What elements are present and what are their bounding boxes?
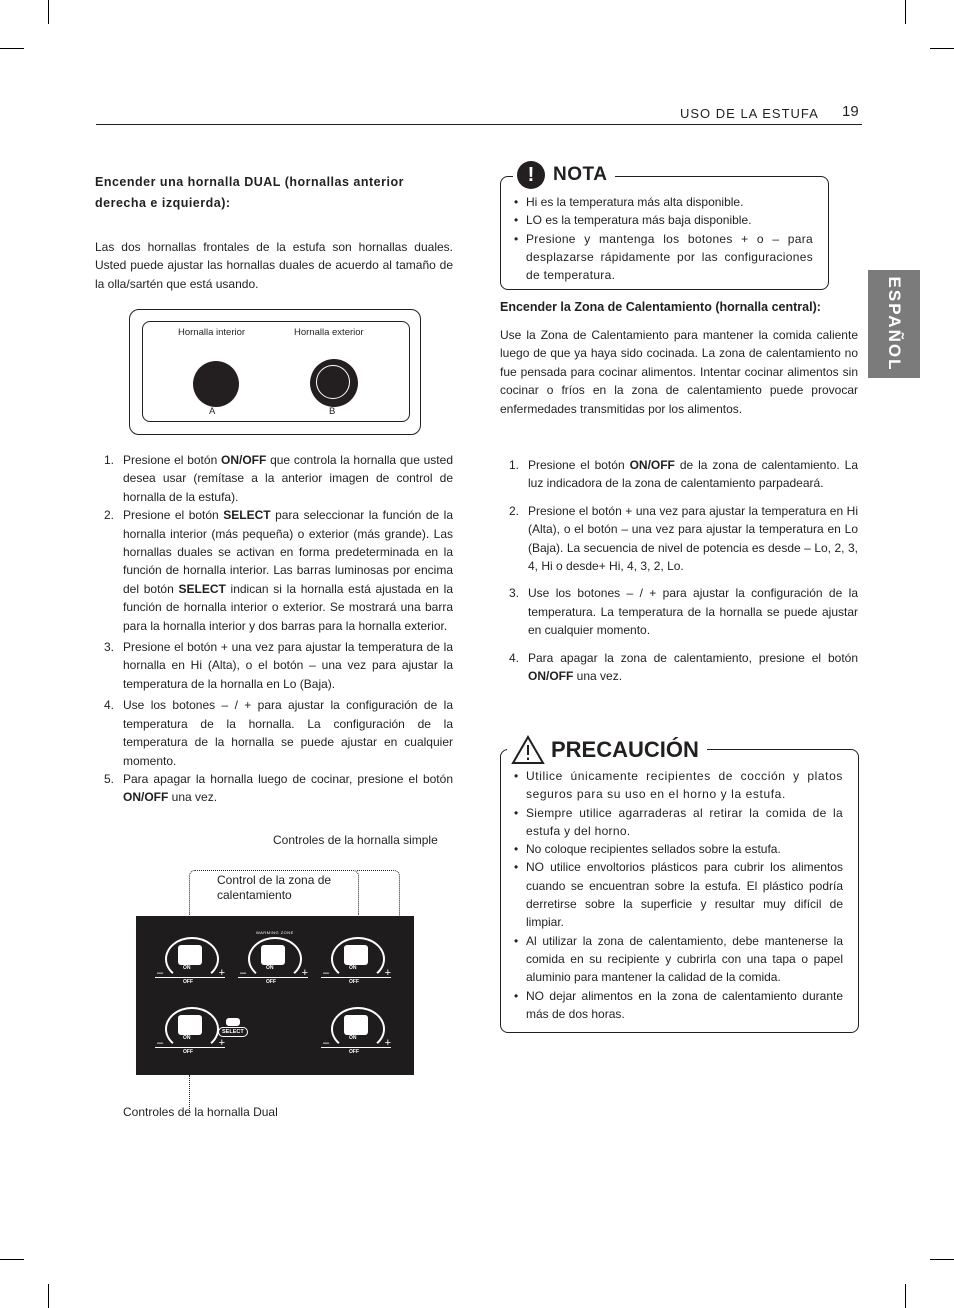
list-item: • Utilice únicamente recipientes de cocción y platos seguros para su uso en el horno y la estufa. (512, 767, 843, 804)
list-item (500, 584, 858, 639)
list-item (95, 770, 453, 807)
on-label: ON (183, 1035, 191, 1041)
step-text: Use los botones – / + para ajustar la configuración de la temperatura de la hornalla. La configuración de la temperatura de la hornalla se puede ajustar en cualquier momento. (123, 698, 453, 768)
step-text: Presione el botón (123, 508, 224, 523)
step-text: Use los botones – / + para ajustar la configuración de la temperatura. La temperatura de la hornalla se puede ajustar en cualquier momento. (528, 586, 858, 638)
on-off-button[interactable] (344, 945, 368, 965)
label-outer-burner: Hornalla exterior (294, 327, 364, 338)
list-item: • Hi es la temperatura más alta disponible. (512, 193, 813, 211)
minus-button[interactable]: – (157, 1037, 164, 1049)
step-number: 1. (104, 453, 115, 467)
step-text: Para apagar la hornalla luego de cocinar, presione el botón (123, 771, 453, 786)
on-label: ON (349, 1035, 357, 1041)
off-label: OFF (349, 1049, 359, 1055)
step-number: 4. (509, 650, 520, 665)
off-label: OFF (349, 979, 359, 985)
right-column (500, 297, 858, 418)
inner-burner-knob-face (199, 367, 233, 401)
dual-burner-intro: Las dos hornallas frontales de la estufa son hornallas duales. Usted puede ajustar las hornallas duales de acuerdo al tamaño de la olla/sartén que está usando. (95, 240, 453, 291)
plus-button[interactable]: + (384, 1037, 391, 1049)
list-item: • NO utilice envoltorios plásticos para cubrir los alimentos cuando se encuentran sobre la estufa. El plástico podría derretirse sobre la superficie y resultar muy difícil de limpiar. (512, 858, 843, 931)
warming-zone-heading: Encender la Zona de Calentamiento (hornalla central): (500, 300, 821, 314)
select-indicator-icon (226, 1018, 240, 1026)
label-simple-controls: Controles de la hornalla simple (273, 833, 438, 847)
warming-zone-intro: Use la Zona de Calentamiento para mantener la comida caliente luego de que ya haya sido cocinada. La zona de calentamiento no fue pensada para cocinar alimentos. Intentar cocinar alimentos sin cocinar o fríos en la zona de calentamiento puede provocar enfermedades transmitidas por los alimentos. (500, 328, 858, 416)
minus-button[interactable]: – (157, 967, 164, 979)
label-a: A (209, 406, 216, 417)
plus-button[interactable]: + (218, 1037, 225, 1049)
step-number: 3. (104, 640, 115, 655)
language-tab (868, 270, 920, 378)
select-button[interactable]: SELECT (218, 1027, 248, 1037)
off-label: OFF (266, 979, 276, 985)
list-item: • Presione y mantenga los botones + o – para desplazarse rápidamente por las configuraciones de temperatura. (512, 230, 813, 285)
warning-triangle-icon (511, 735, 545, 765)
crop-mark (0, 48, 24, 49)
rear-right-control[interactable] (321, 937, 393, 1003)
page-number: 19 (842, 103, 859, 120)
label-b: B (329, 406, 336, 417)
off-label: OFF (183, 1049, 193, 1055)
warming-zone-control[interactable] (238, 937, 310, 1003)
step-bold: SELECT (178, 581, 226, 596)
on-label: ON (266, 965, 274, 971)
on-label: ON (183, 965, 191, 971)
plus-button[interactable]: + (301, 967, 308, 979)
callout-warming (189, 870, 359, 915)
caution-list (512, 767, 843, 1023)
minus-button[interactable]: – (323, 1037, 330, 1049)
on-off-button[interactable] (178, 945, 202, 965)
step-text: Presione el botón + una vez para ajustar la temperatura de la hornalla en Hi (Alta), o el botón – una vez para ajustar la temperatura de la hornalla en Lo (Baja). (123, 640, 453, 691)
list-item: • LO es la temperatura más baja disponible. (512, 211, 813, 229)
on-off-button[interactable] (261, 945, 285, 965)
note-list (512, 193, 813, 284)
crop-mark (48, 1284, 49, 1308)
list-item (95, 506, 453, 635)
off-label: OFF (183, 979, 193, 985)
list-item: • Siempre utilice agarraderas al retirar la comida de la estufa y del horno. (512, 804, 843, 841)
crop-mark (905, 0, 906, 24)
list-item (500, 649, 858, 686)
list-item (95, 696, 453, 770)
left-column (95, 172, 453, 293)
dual-burner-steps (95, 451, 453, 807)
step-number: 2. (509, 503, 520, 518)
outer-burner-knob-ring (316, 365, 350, 399)
step-text: una vez. (573, 669, 623, 684)
crop-mark (930, 48, 954, 49)
list-item: • No coloque recipientes sellados sobre la estufa. (512, 840, 843, 858)
on-off-button[interactable] (178, 1015, 202, 1035)
crop-mark (0, 1259, 24, 1260)
exclamation-icon: ! (517, 161, 545, 189)
step-bold: ON/OFF (528, 669, 574, 684)
label-dual-controls: Controles de la hornalla Dual (123, 1105, 278, 1119)
dual-burner-heading: Encender una hornalla DUAL (hornallas anterior derecha e izquierda): (95, 175, 404, 210)
minus-button[interactable]: – (323, 967, 330, 979)
step-text: para seleccionar la función de la hornalla interior (más pequeña) o exterior (más grande). Las hornallas duales se activan en forma predeterminada en la función de hornalla interior. Las barras luminosas por encima del botón (123, 508, 453, 596)
step-number: 5. (104, 771, 115, 786)
list-item (500, 456, 858, 493)
on-label: ON (349, 965, 357, 971)
list-item (95, 638, 453, 693)
step-number: 1. (509, 458, 520, 472)
step-number: 4. (104, 698, 115, 713)
list-item (500, 502, 858, 576)
step-text: que controla la hornalla que usted desea usar (remítase a la anterior imagen de control de hornalla de la estufa). (123, 453, 453, 504)
label-inner-burner: Hornalla interior (178, 327, 246, 338)
plus-button[interactable]: + (384, 967, 391, 979)
step-text: indican si la hornalla está ajustada en la función de hornalla interior o exterior. Se mostrará una barra para la hornalla interior y dos barras para la hornalla exterior. (123, 581, 454, 633)
note-header (513, 160, 615, 190)
step-number: 2. (104, 508, 115, 523)
rear-left-dual-control[interactable] (155, 1007, 227, 1073)
plus-button[interactable]: + (218, 967, 225, 979)
step-text: Presione el botón (123, 453, 221, 467)
caution-title: PRECAUCIÓN (551, 737, 699, 762)
label-warming-control: Control de la zona de calentamiento (217, 873, 332, 902)
crop-mark (905, 1284, 906, 1308)
crop-mark (48, 0, 49, 24)
step-bold: ON/OFF (221, 453, 267, 467)
step-text: Para apagar la zona de calentamiento, presione el botón (528, 650, 858, 665)
list-item: • NO dejar alimentos en la zona de calentamiento durante más de dos horas. (512, 987, 843, 1024)
note-title: NOTA (553, 164, 608, 185)
list-item: • Al utilizar la zona de calentamiento, debe mantenerse la comida en su recipiente y cubrirla con una tapa o papel aluminio para mantener la calidad de la comida. (512, 932, 843, 987)
warming-zone-label: WARMING ZONE (256, 930, 294, 935)
step-number: 3. (509, 586, 520, 601)
section-title: USO DE LA ESTUFA (680, 106, 819, 121)
minus-button[interactable]: – (240, 967, 247, 979)
step-text: Presione el botón + una vez para ajustar la temperatura en Hi (Alta), o el botón – una vez para ajustar la temperatura en Lo (Baja). La secuencia de nivel de potencia es desde – Lo, 2, 3, 4, Hi o desde+ Hi, 4, 3, 2, Lo. (528, 503, 858, 574)
list-item (95, 451, 453, 506)
step-text: una vez. (168, 790, 218, 805)
step-text: Presione el botón (528, 458, 630, 472)
step-bold: SELECT (223, 508, 271, 523)
step-bold: ON/OFF (629, 458, 675, 472)
warming-zone-steps (500, 456, 858, 685)
step-text: de la zona de calentamiento. La luz indicadora de la zona de calentamiento parpadeará. (528, 458, 858, 491)
front-left-dual-control[interactable] (155, 937, 227, 1003)
front-right-control[interactable] (321, 1007, 393, 1073)
step-bold: ON/OFF (123, 790, 169, 805)
on-off-button[interactable] (344, 1015, 368, 1035)
caution-header (507, 733, 707, 767)
language-tab-label: ESPAÑOL (885, 276, 904, 372)
crop-mark (930, 1259, 954, 1260)
header-rule (96, 124, 862, 125)
